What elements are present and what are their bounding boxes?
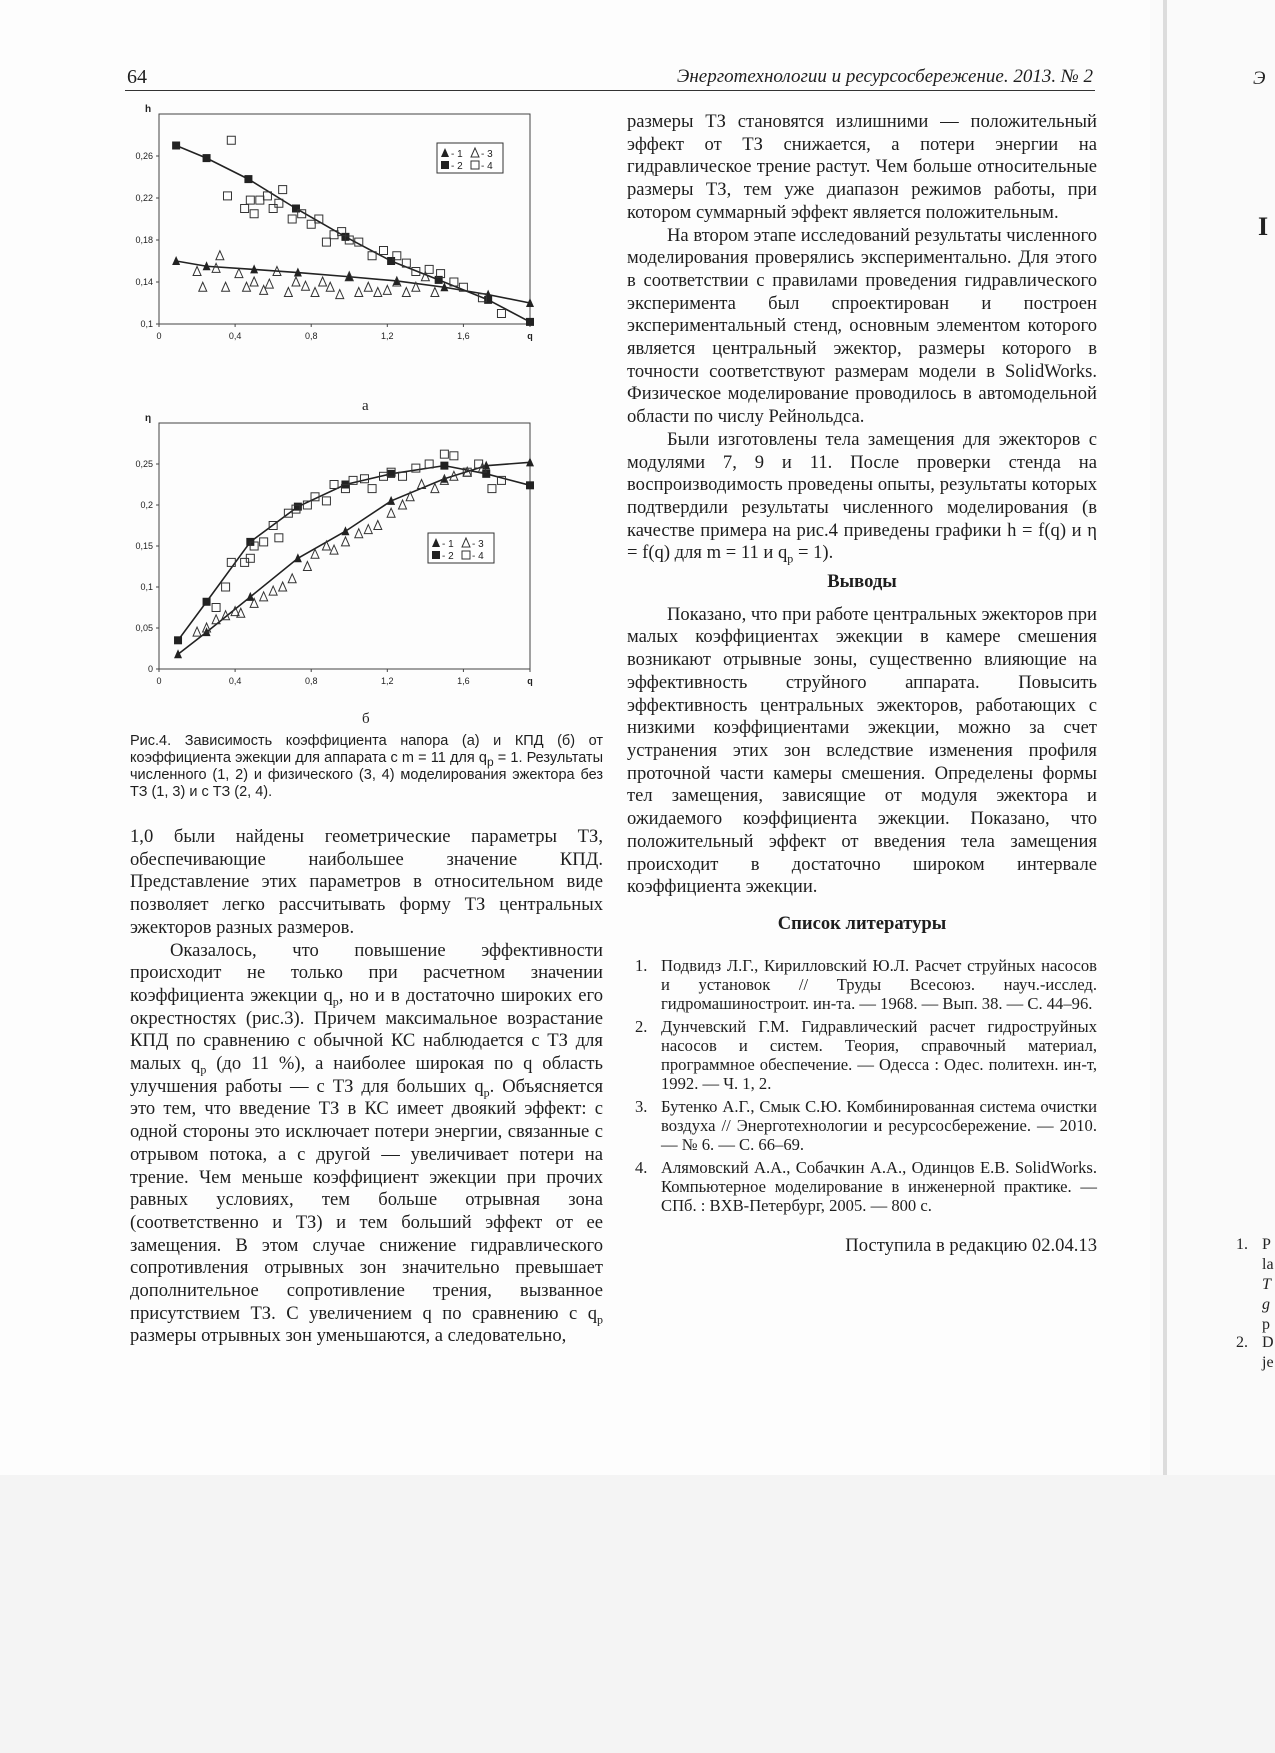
legend-label: - 2 (442, 551, 454, 562)
y-tick-label: 0,2 (140, 500, 153, 510)
data-point-3 (431, 288, 439, 297)
paragraph: Оказалось, что повышение эффективности происходит не только при расчетном значении коэффициента эжекции $q_p$, но и в достаточно широких его окрестностях (рис.3). Причем максимальное возрастание КПД по сравнению с обычной КС наблюдается с ТЗ для малых $q_p$ (до 11 %), а наиболее широкая по q область улучшения работы — с ТЗ для больших $q_p$. Объясняется это тем, что введение ТЗ в КС имеет двоякий эффект: с одной стороны это исключает потери энергии, связанные с отрывом потока, а с другой — увеличивает потери на трение. Чем меньше коэффициент эжекции при прочих равных условиях, тем больше отрывная зона (соответственно и ТЗ) и тем больший эффект от ее замещения. В этом случае снижение гидравлического сопротивления отрывных зон значительно превышает дополнительное сопротивление трения, вызванное присутствием ТЗ. С увеличением q по сравнению с $q_p$ размеры отрывных зон уменьшаются, а следовательно, (130, 939, 604, 1347)
paragraph: На втором этапе исследований результаты численного моделирования проверялись экспериментально. Для этого в соответствии с правилами проведения гидравлического эксперимента был спроектирован и построен экспериментальный стенд, основным элементом которого является центральный эжектор, размеры которого в точности соответствуют размерам модели в SolidWorks. Физическое моделирование проводилось в автомодельной области по числу Рейнольдса. (627, 224, 1097, 428)
data-point-4 (368, 485, 376, 493)
x-tick-label: 0,8 (304, 331, 318, 341)
chart-head-coefficient (125, 104, 605, 375)
data-point-4 (288, 215, 296, 223)
running-header (125, 66, 1095, 91)
x-tick-label: 0 (156, 676, 162, 686)
edge-glyph: 1. (1236, 1236, 1248, 1253)
x-tick-label: q (527, 676, 533, 686)
data-point-3 (193, 627, 201, 636)
y-tick-label: 0,1 (140, 582, 153, 592)
data-point-4 (275, 534, 283, 542)
y-tick-label: 0,25 (135, 459, 153, 469)
journal-title: Энерготехнологии и ресурсосбережение. 2013. № 2 (676, 66, 1093, 87)
data-point-4 (440, 450, 448, 458)
data-point-3 (303, 562, 311, 571)
data-point-3 (288, 574, 296, 583)
data-point-3 (355, 288, 363, 297)
section-heading-conclusions: Выводы (827, 571, 897, 593)
data-point-3 (265, 279, 273, 288)
data-point-2 (526, 318, 534, 326)
legend-marker (432, 551, 440, 559)
data-point-3 (235, 269, 243, 278)
data-point-4 (497, 310, 505, 318)
data-point-2 (294, 503, 302, 511)
data-point-4 (450, 452, 458, 460)
data-point-4 (380, 247, 388, 255)
data-point-3 (260, 592, 268, 601)
data-point-3 (269, 586, 277, 595)
legend-label: - 3 (472, 539, 484, 550)
page-bottom-margin (0, 1475, 1275, 1753)
data-point-4 (399, 472, 407, 480)
data-point-2 (484, 296, 492, 304)
y-tick-label: 0,22 (135, 193, 153, 203)
data-point-4 (246, 196, 254, 204)
data-point-4 (307, 220, 315, 228)
y-tick-label: 0 (147, 664, 153, 674)
legend-label: - 1 (442, 539, 454, 550)
figure-b-label: б (362, 711, 370, 727)
data-point-3 (301, 281, 309, 290)
y-tick-label: 0,26 (135, 151, 153, 161)
paragraph: Показано, что при работе центральных эжекторов при малых коэффициентах эжекции в камере смешения возникают отрывные зоны, существенно влияющие на эффективность струйного аппарата. Повысить эффективность центральных эжекторов, работающих с низкими коэффициентами эжекции, можно за счет устранения этих зон вследствие изменения профиля проточной части камеры смешения. Определены формы тел замещения, зависящие от модуля эжектора и ожидаемого коэффициента эжекции. Показано, что положительный эффект от введения тела замещения происходит в достаточно широком интервале коэффициента эжекции. (627, 603, 1097, 898)
data-point-3 (431, 484, 439, 493)
chart-efficiency (125, 415, 605, 705)
reference-item: 3. Бутенко А.Г., Смык С.Ю. Комбинированная система очистки воздуха // Энерготехнологии и ресурсосбережение. — 2010. — № 6. — С. 66–69. (635, 1096, 1097, 1155)
received-date: Поступила в редакцию 02.04.13 (845, 1235, 1097, 1257)
data-point-2 (387, 257, 395, 265)
edge-glyph: la (1262, 1256, 1274, 1273)
x-tick-label: 0 (156, 331, 162, 341)
data-point-4 (227, 136, 235, 144)
data-point-3 (330, 545, 338, 554)
paragraph: 1,0 были найдены геометрические параметры ТЗ, обеспечивающие наибольшее значение КПД. Представление этих параметров в относительном виде позволяет легко рассчитывать форму ТЗ центральных эжекторов разных размеров. (130, 826, 603, 938)
data-point-2 (174, 636, 182, 644)
edge-glyph: p (1262, 1316, 1270, 1333)
legend-label: - 2 (451, 161, 463, 172)
data-point-4 (212, 604, 220, 612)
x-tick-label: 0,8 (304, 676, 318, 686)
legend-label: - 4 (481, 161, 493, 172)
page-number: 64 (127, 66, 147, 88)
y-tick-label: 0,14 (135, 277, 153, 287)
legend-marker (441, 161, 449, 169)
data-point-3 (199, 282, 207, 291)
data-point-3 (374, 288, 382, 297)
data-point-1 (341, 526, 349, 535)
data-point-1 (174, 649, 182, 658)
y-tick-label: 0,15 (135, 541, 153, 551)
data-point-4 (250, 210, 258, 218)
y-axis-label: h (145, 104, 152, 115)
data-point-2 (440, 462, 448, 470)
y-axis-label: η (145, 413, 152, 424)
data-point-4 (241, 205, 249, 213)
reference-list (627, 956, 1097, 1216)
figure-a (125, 104, 605, 375)
data-point-4 (269, 205, 277, 213)
data-point-3 (399, 500, 407, 509)
data-point-4 (222, 583, 230, 591)
data-point-2 (203, 154, 211, 162)
data-point-4 (488, 485, 496, 493)
x-tick-label: 0,4 (228, 676, 242, 686)
data-point-3 (402, 288, 410, 297)
paragraph: размеры ТЗ становятся излишними — положительный эффект от ТЗ снижается, а потери энергии на гидравлическое трение растут. Чем больше относительные размеры ТЗ, тем уже диапазон режимов работы, при котором суммарный эффект является положительным. (627, 111, 1097, 223)
edge-glyph: Э (1253, 68, 1266, 89)
x-tick-label: 0,4 (228, 331, 242, 341)
x-tick-label: 1,2 (381, 331, 394, 341)
data-point-4 (322, 497, 330, 505)
left-column (130, 826, 603, 1348)
data-point-3 (387, 508, 395, 517)
figure-a-label: а (362, 398, 369, 414)
data-point-3 (364, 282, 372, 291)
data-point-4 (330, 481, 338, 489)
data-point-2 (526, 481, 534, 489)
data-point-1 (294, 553, 302, 562)
data-point-3 (374, 521, 382, 530)
y-tick-label: 0,1 (140, 319, 153, 329)
edge-glyph: T (1262, 1276, 1271, 1293)
figure-caption: Рис.4. Зависимость коэффициента напора (а) и КПД (б) от коэффициента эжекции для аппарата с m = 11 для $q_p = 1$. Результаты численного (1, 2) и физического (3, 4) моделирования эжектора без ТЗ (1, 3) и с ТЗ (2, 4). (130, 733, 603, 800)
data-point-3 (284, 288, 292, 297)
data-point-3 (341, 537, 349, 546)
edge-glyph: je (1262, 1354, 1274, 1371)
data-point-3 (311, 288, 319, 297)
y-tick-label: 0,18 (135, 235, 153, 245)
data-point-2 (244, 175, 252, 183)
data-point-2 (292, 205, 300, 213)
data-point-3 (279, 582, 287, 591)
data-point-3 (336, 290, 344, 299)
edge-glyph: D (1262, 1334, 1274, 1351)
reference-item: 2. Дунчевский Г.М. Гидравлический расчет гидроструйных насосов и систем. Теория, справочный материал, программное обеспечение. — Одесса : Одес. политехн. ин-т, 1992. — Ч. 1, 2. (635, 1016, 1097, 1094)
data-point-2 (172, 142, 180, 150)
data-point-1 (172, 256, 180, 265)
data-point-3 (222, 282, 230, 291)
data-point-3 (355, 529, 363, 538)
reference-item: 4. Алямовский А.А., Собачкин А.А., Одинцов Е.В. SolidWorks. Компьютерное моделирование в инженерной практике. — СПб. : BXB-Петербург, 2005. — 800 с. (635, 1157, 1097, 1216)
reference-item: 1. Подвидз Л.Г., Кирилловский Ю.Л. Расчет струйных насосов и установок // Труды Всесоюз. науч.-исслед. гидромашиностроит. ин-та. — 1968. — Вып. 38. — С. 44–96. (635, 955, 1097, 1014)
x-tick-label: q (527, 331, 533, 341)
data-point-4 (260, 538, 268, 546)
data-point-4 (279, 186, 287, 194)
data-point-3 (383, 285, 391, 294)
edge-glyph: 2. (1236, 1334, 1248, 1351)
data-point-3 (364, 525, 372, 534)
edge-glyph: I (1258, 212, 1269, 241)
data-point-3 (250, 277, 258, 286)
paragraph: Были изготовлены тела замещения для эжекторов с модулями 7, 9 и 11. После проверки стенда на воспроизводимость проведены опыты, результаты которых подтвердили результаты численного моделирования (в качестве примера на рис.4 приведены графики h = f(q) и η = f(q) для m = 11 и $q_p = 1$). (627, 428, 1097, 567)
data-point-3 (243, 282, 251, 291)
x-tick-label: 1,6 (457, 676, 470, 686)
x-tick-label: 1,6 (457, 331, 470, 341)
legend-label: - 3 (481, 149, 493, 160)
legend-label: - 1 (451, 149, 463, 160)
x-tick-label: 1,2 (381, 676, 394, 686)
edge-glyph: P (1262, 1236, 1271, 1253)
data-point-4 (425, 265, 433, 273)
data-point-3 (292, 277, 300, 286)
series-line-1 (176, 261, 530, 303)
data-point-3 (319, 277, 327, 286)
figure-b (125, 415, 605, 705)
edge-glyph: g (1262, 1296, 1270, 1313)
right-column (627, 111, 1097, 1258)
data-point-4 (256, 196, 264, 204)
legend-label: - 4 (472, 551, 484, 562)
data-point-4 (223, 192, 231, 200)
data-point-4 (322, 238, 330, 246)
data-point-2 (203, 598, 211, 606)
data-point-3 (326, 282, 334, 291)
y-tick-label: 0,05 (135, 623, 153, 633)
data-point-3 (193, 267, 201, 276)
section-heading-references: Список литературы (777, 912, 947, 934)
data-point-3 (216, 251, 224, 260)
